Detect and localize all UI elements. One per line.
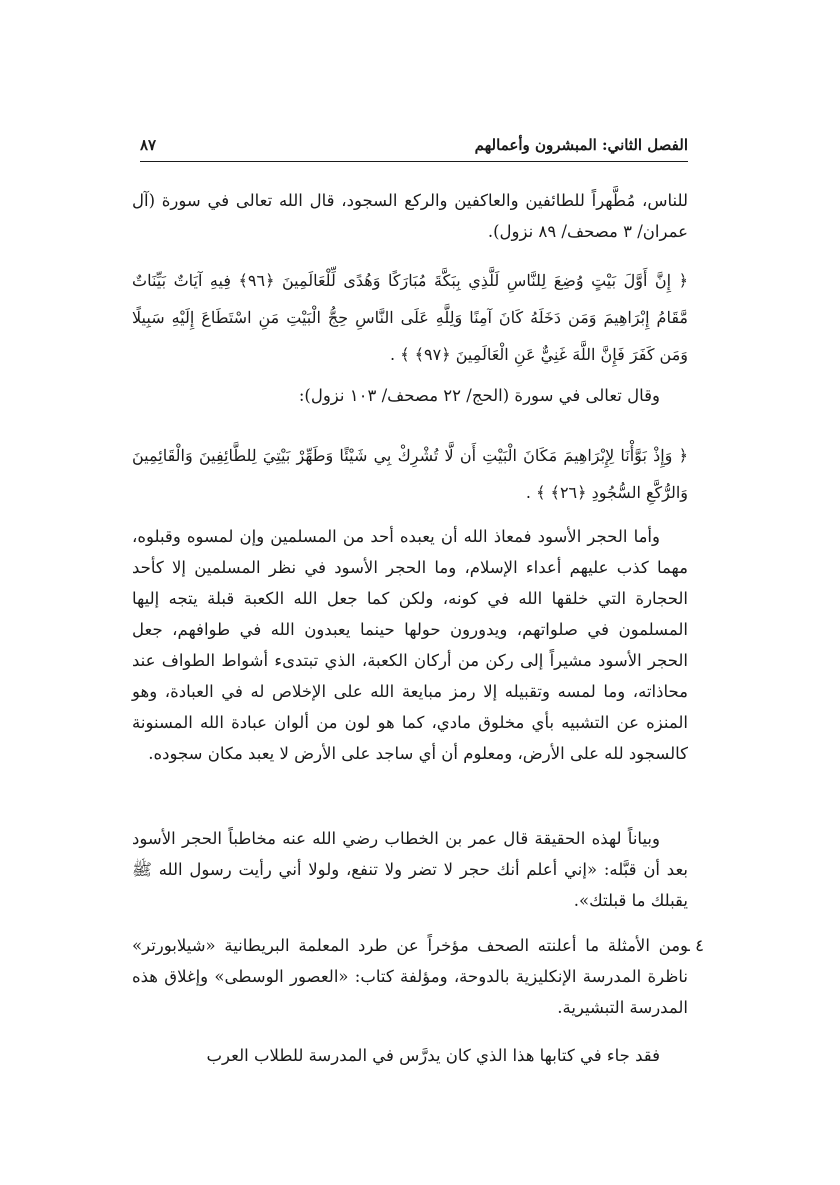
paragraph-2: وقال تعالى في سورة (الحج/ ٢٢ مصحف/ ١٠٣ نزول):: [298, 386, 660, 405]
running-header: [140, 133, 688, 162]
paragraph-5: فقد جاء في كتابها هذا الذي كان يدرَّس في المدرسة للطلاب العرب: [206, 1046, 660, 1065]
paragraph-4: وبياناً لهذه الحقيقة قال عمر بن الخطاب رضي الله عنه مخاطباً الحجر الأسود بعد أن قبَّله: «إني أعلم أنك حجر لا تضر ولا تنفع، ولولا أني رأيت رسول الله ﷺ يقبلك ما قبلتك».: [132, 829, 688, 910]
paragraph-1: للناس، مُطَّهراً للطائفين والعاكفين والركع السجود، قال الله تعالى في سورة (آل عمران/ ٣ مصحف/ ٨٩ نزول).: [132, 191, 688, 241]
list-item-4: [132, 930, 704, 1023]
quran-verse-1: ﴿ إِنَّ أَوَّلَ بَيْتٍ وُضِعَ لِلنَّاسِ لَلَّذِي بِبَكَّةَ مُبَارَكًا وَهُدًى لِّلْعَالَمِينَ ﴿٩٦﴾ فِيهِ آيَاتٌ بَيِّنَاتٌ مَّقَامُ إِبْرَاهِيمَ وَمَن دَخَلَهُ كَانَ آمِنًا وَلِلَّهِ عَلَى النَّاسِ حِجُّ الْبَيْتِ مَنِ اسْتَطَاعَ إِلَيْهِ سَبِيلًا وَمَن كَفَرَ فَإِنَّ اللَّهَ غَنِيٌّ عَنِ الْعَالَمِينَ ﴿٩٧﴾ ﴾ .: [132, 271, 688, 364]
list-item-number: ٤ ـ: [685, 936, 704, 955]
paragraph-3: وأما الحجر الأسود فمعاذ الله أن يعبده أحد من المسلمين وإن لمسوه وقبلوه، مهما كذب عليهم أعداء الإسلام، وما الحجر الأسود في نظر المسلمين إلا كأحد الحجارة التي خلقها الله في كونه، ولكن كما جعل الله الكعبة قبلة يتجه إليها المسلمون في صلواتهم، ويدورون حولها حينما يعبدون الله في طوافهم، جعل الحجر الأسود مشيراً إلى ركن من أركان الكعبة، الذي تبتدىء أشواط الطواف عند محاذاته، وما لمسه وتقبيله إلا رمز مبايعة الله على الإخلاص له في العبادة، وهو المنزه عن التشبيه بأي مخلوق مادي، كما هو لون من ألوان عبادة الله المسنونة كالسجود لله على الأرض، ومعلوم أن أي ساجد على الأرض لا يعبد مكان سجوده.: [132, 527, 688, 763]
list-item-text: ومن الأمثلة ما أعلنته الصحف مؤخراً عن طرد المعلمة البريطانية «شيلابورتر» ناظرة المدرسة الإنكليزية بالدوحة، ومؤلفة كتاب: «العصور الوسطى» وإغلاق هذه المدرسة التبشيرية.: [132, 936, 688, 1017]
page-number: ٨٧: [140, 136, 157, 154]
quran-verse-2: ﴿ وَإِذْ بَوَّأْنَا لِإِبْرَاهِيمَ مَكَانَ الْبَيْتِ أَن لَّا تُشْرِكْ بِي شَيْئًا وَطَهِّرْ بَيْتِيَ لِلطَّائِفِينَ وَالْقَائِمِينَ وَالرُّكَّعِ السُّجُودِ ﴿٢٦﴾ ﴾ .: [132, 446, 689, 502]
chapter-title: الفصل الثاني: المبشرون وأعمالهم: [474, 136, 688, 154]
